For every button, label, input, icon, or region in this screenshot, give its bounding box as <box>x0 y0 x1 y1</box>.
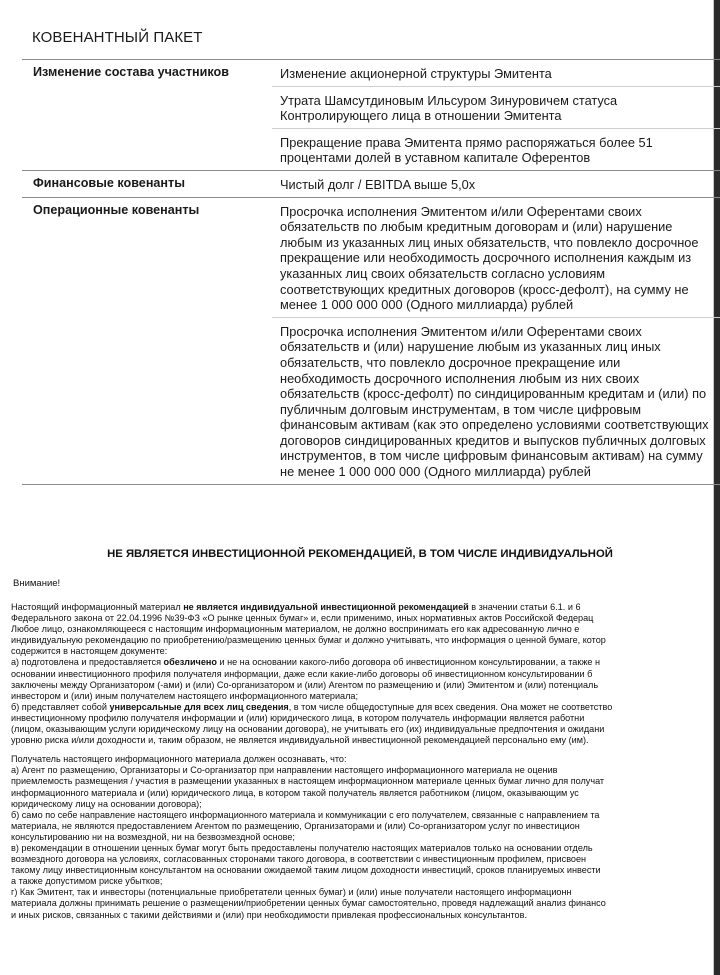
legal-line <box>11 624 720 635</box>
legal-line <box>11 754 720 765</box>
legal-segment: в значении статьи 6.1. и 6 <box>468 602 581 612</box>
legal-line <box>11 788 720 799</box>
legal-segment: г) Как Эмитент, так и инвесторы (потенциальные приобретатели ценных бумаг) и (или) иные получатели настоящего информационн <box>11 887 572 898</box>
legal-segment: заключены между Организатором (-ами) и (или) Со-организатором и (или) Агентом по размещению и (или) Эмитентом и (или) потенциаль <box>11 679 599 690</box>
legal-line <box>11 691 720 702</box>
legal-segment: Настоящий информационный материал <box>11 602 184 612</box>
legal-bold-segment: универсальные для всех лиц сведения <box>109 701 289 712</box>
legal-segment: и иных рисков, связанных с такими действиями и (или) при необходимости привлекая профессиональных консультантов. <box>11 909 527 920</box>
legal-line <box>11 821 720 832</box>
legal-paragraph-1 <box>11 602 720 746</box>
legal-line <box>11 832 720 843</box>
legal-segment: б) само по себе направление настоящего информационного материала и коммуникации с его получателем, связанные с направлением та <box>11 809 600 820</box>
legal-text <box>11 602 720 921</box>
covenant-row-operational <box>22 198 720 485</box>
legal-line <box>11 765 720 776</box>
package-title: КОВЕНАНТНЫЙ ПАКЕТ <box>32 29 203 46</box>
legal-segment: такому лицу инвестиционным консультантом на основании ожидаемой таким лицом доходности инвестиций, сроков планируемых инвести <box>11 865 601 876</box>
legal-segment: Получатель настоящего информационного материала должен осознавать, что: <box>11 754 347 765</box>
covenant-item: Изменение акционерной структуры Эмитента <box>272 60 720 87</box>
legal-segment: , в том числе общедоступные для всех сведения. Она может не соответство <box>288 701 613 712</box>
legal-line <box>11 646 720 657</box>
legal-segment: возмездного договора на условиях, согласованных сторонами такого договора, в соответствии с инвестиционным профилем, присвоен <box>11 854 587 865</box>
legal-bold-segment: не является индивидуальной инвестиционной рекомендацией <box>183 602 469 612</box>
legal-bold-segment: обезличено <box>163 657 217 668</box>
legal-segment: б) представляет собой <box>11 701 110 712</box>
covenant-label: Операционные ковенанты <box>33 202 200 217</box>
covenant-item: Утрата Шамсутдиновым Ильсуром Зинуровичем статуса Контролирующего лица в отношении Эмитента <box>272 87 720 129</box>
legal-line <box>11 865 720 876</box>
legal-segment: (лицом, оказывающим услуги юридическому лицу на основании договора), не учитывать его (их) индивидуальные предпочтения и ожидани <box>11 724 605 735</box>
legal-line <box>11 702 720 713</box>
legal-line <box>11 657 720 668</box>
legal-line <box>11 724 720 735</box>
legal-segment: инвестором и (или) иным получателем настоящего информационного материала; <box>11 690 358 701</box>
legal-segment: консультированию ни на возмездной, ни на безвозмездной основе; <box>11 831 295 842</box>
legal-line <box>11 799 720 810</box>
covenant-row-participants <box>22 60 720 171</box>
covenant-items <box>272 198 720 484</box>
legal-line <box>11 898 720 909</box>
legal-segment: материала должны принимать решение о размещении/приобретении ценных бумаг самостоятельно, проведя надлежащий анализ финансо <box>11 898 606 909</box>
covenant-table <box>22 59 720 485</box>
covenant-items <box>272 171 720 197</box>
covenant-item: Просрочка исполнения Эмитентом и/или Оферентами своих обязательств по любым кредитным договорам и (или) нарушение любым из указанных лиц иных обязательств, что повлекло досрочное прекращение или необходимость досрочного исполнения каждым из указанных лиц своих обязательств согласно условиям соответствующих кредитных договоров (кросс-дефолт), на сумму не менее 1 000 000 000 (Одного миллиарда) рублей <box>272 198 720 318</box>
legal-segment: содержится в настоящем документе: <box>11 646 168 657</box>
covenant-items <box>272 60 720 170</box>
legal-line <box>11 613 720 624</box>
legal-segment: Федерального закона от 22.04.1996 №39-ФЗ «О рынке ценных бумаг» и, если применимо, иных нормативных актов Российской Федерац <box>11 613 594 624</box>
legal-segment: инвестиционному профилю получателя информации и (или) юридического лица, в котором получатель информации является работни <box>11 712 585 723</box>
disclaimer-heading: НЕ ЯВЛЯЕТСЯ ИНВЕСТИЦИОННОЙ РЕКОМЕНДАЦИЕЙ, В ТОМ ЧИСЛЕ ИНДИВИДУАЛЬНОЙ <box>107 548 613 560</box>
legal-segment: Любое лицо, ознакомляющееся с настоящим информационным материалом, не должно воспринимать его как адресованную лично е <box>11 624 580 635</box>
legal-segment: материала, не являются предоставлением Агентом по размещению, Организаторами и (или) Со-организатором услуг по инвестицион <box>11 820 580 831</box>
legal-segment: и не на основании какого-либо договора об инвестиционном консультировании, а также н <box>216 657 601 668</box>
covenant-label: Финансовые ковенанты <box>33 175 185 190</box>
covenant-item: Просрочка исполнения Эмитентом и/или Оферентами своих обязательств и (или) нарушение любым из указанных лиц иных обязательств, что повлекло досрочное прекращение или необходимость досрочного исполнения любым из них своих обязательств (кросс-дефолт) по синдицированным кредитам и (или) по публичным долговым инструментам, в том числе цифровым финансовым активам (как это определено условиями соответствующих договоров синдицированных кредитов и выпусков публичных долговых инструментов, в том числе цифровым финансовым активам) на сумму не менее 1 000 000 000 (Одного миллиарда) рублей <box>280 323 709 480</box>
legal-line <box>11 776 720 787</box>
legal-line <box>11 680 720 691</box>
legal-segment: приемлемость размещения / участия в размещении указанных в настоящем информационном материале ценных бумаг лично для получат <box>11 776 605 787</box>
legal-segment: а) подготовлена и предоставляется <box>11 657 164 668</box>
legal-segment: информационного материала и (или) юридического лица, в котором такой получатель является работником (лицом, оказывающим ус <box>11 787 579 798</box>
attention-label: Внимание! <box>13 578 61 589</box>
legal-line <box>11 810 720 821</box>
covenant-item: Прекращение права Эмитента прямо распоряжаться более 51 процентами долей в уставном капитале Оферентов <box>280 134 653 166</box>
legal-line <box>11 735 720 746</box>
legal-segment: а) Агент по размещению, Организаторы и Со-организатор при направлении настоящего информационного материала не оценив <box>11 765 558 776</box>
legal-segment: а также допустимом риске убытков; <box>11 876 163 887</box>
legal-line <box>11 854 720 865</box>
legal-paragraph-2 <box>11 754 720 920</box>
paragraph-gap <box>11 746 720 754</box>
legal-line <box>11 713 720 724</box>
legal-segment: основании инвестиционного профиля получателя информации, даже если какие-либо договоры об инвестиционном консультировании б <box>11 668 593 679</box>
legal-line <box>11 887 720 898</box>
covenant-row-financial <box>22 171 720 198</box>
covenant-item: Чистый долг / EBITDA выше 5,0х <box>280 176 476 192</box>
legal-line <box>11 602 720 613</box>
covenant-label: Изменение состава участников <box>33 65 229 79</box>
legal-segment: индивидуальную рекомендацию по приобретению/размещению ценных бумаг и должно учитывать, что информация о ценной бумаге, котор <box>11 635 606 646</box>
legal-segment: в) рекомендации в отношении ценных бумаг могут быть предоставлены получателю настоящих материалов только на основании отдель <box>11 842 593 853</box>
legal-segment: уровню риска и/или доходности и, таким образом, не является индивидуальной инвестиционной рекомендацией персонально ему (им). <box>11 735 589 746</box>
legal-line <box>11 843 720 854</box>
legal-line <box>11 876 720 887</box>
legal-line <box>11 910 720 921</box>
legal-line <box>11 669 720 680</box>
legal-segment: юридическому лицу на основании договора); <box>11 798 202 809</box>
legal-line <box>11 635 720 646</box>
